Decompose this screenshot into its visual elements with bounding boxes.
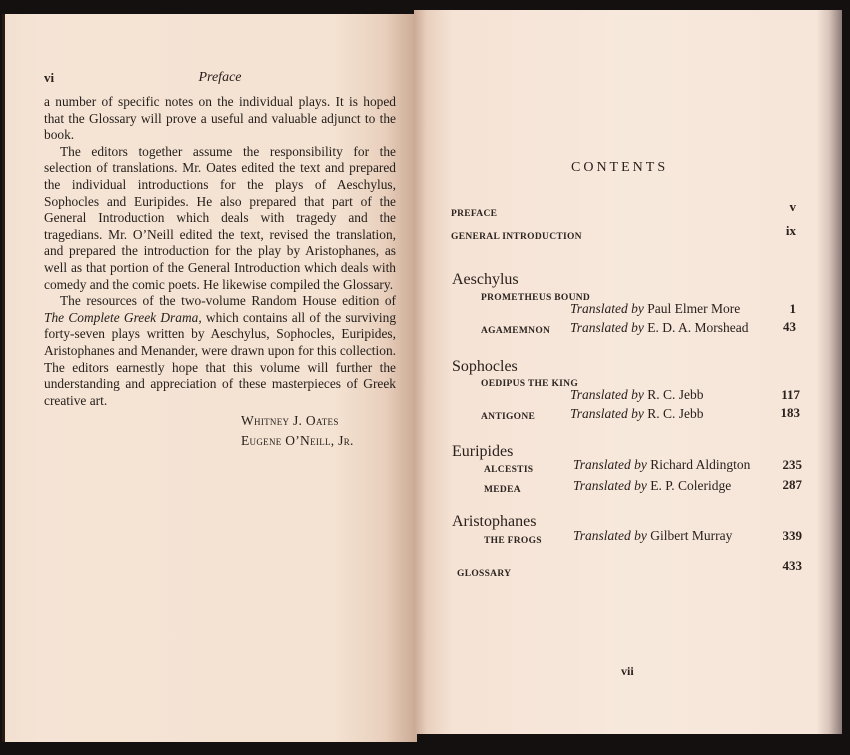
running-title: Preface	[198, 70, 242, 85]
translated-by: Translated by	[573, 528, 647, 543]
play-title[interactable]: OEDIPUS THE KING	[481, 379, 579, 389]
play-title[interactable]: MEDEA	[484, 485, 521, 495]
translator: R. C. Jebb	[647, 406, 704, 421]
signature-oates: Whitney J. Oates	[241, 413, 339, 428]
translator-line	[573, 528, 732, 544]
translator-line	[570, 301, 740, 317]
play-page: 1	[789, 301, 796, 316]
play-page: 287	[782, 477, 802, 492]
play-title[interactable]: PROMETHEUS BOUND	[481, 293, 591, 303]
author-sophocles: Sophocles	[452, 358, 518, 375]
toc-preface-label[interactable]: PREFACE	[451, 209, 498, 219]
play-page: 117	[781, 387, 800, 402]
translated-by: Translated by	[573, 478, 647, 493]
translator: Paul Elmer More	[647, 301, 741, 316]
translator-line	[570, 406, 704, 422]
running-head	[44, 70, 396, 88]
translator-line	[570, 387, 704, 403]
play-title[interactable]: AGAMEMNON	[481, 326, 551, 336]
toc-general-intro-label[interactable]: GENERAL INTRODUCTION	[451, 232, 582, 242]
author-aeschylus: Aeschylus	[452, 271, 519, 288]
toc-preface-page: v	[789, 199, 796, 214]
text-run: The resources of the two-volume Random House edition of	[60, 293, 396, 309]
translated-by: Translated by	[570, 320, 644, 335]
play-title[interactable]: ANTIGONE	[481, 412, 536, 422]
toc-glossary-label[interactable]: GLOSSARY	[457, 569, 512, 579]
author-aristophanes: Aristophanes	[452, 513, 537, 530]
author-euripides: Euripides	[452, 443, 514, 460]
play-page: 235	[782, 457, 802, 472]
preface-paragraph: The editors together assume the responsibility for the selection of translations. Mr. Oates edited the text and prepared the individual introductions for the plays of Aeschylus, Sophocles and Euripides. He also prepared that part of the General Introduction which deals with tragedy and the tragedians. Mr. O’Neill edited the text, revised the translation, and prepared the introduction for the play by Aristophanes, as well as that portion of the General Introduction which deals with comedy and the comic poets. He likewise compiled the Glossary.	[44, 143, 396, 292]
contents-heading: CONTENTS	[571, 160, 669, 175]
translator: E. P. Coleridge	[650, 478, 732, 493]
translator-line	[573, 478, 731, 494]
text-run: which contains all of the surviving forty-seven plays written by Aeschylus, Sophocles, Euripides, Aristophanes and Menander, were drawn upon for this collection. The editors earnestly hope that this volume will further the understanding and appreciation of these masterpieces of Greek creative art.	[44, 309, 397, 408]
translator-line	[570, 320, 749, 336]
right-folio: vii	[621, 664, 634, 678]
preface-body	[44, 94, 396, 409]
translator-line	[573, 457, 750, 473]
translated-by: Translated by	[570, 406, 644, 421]
play-page: 339	[782, 528, 802, 543]
play-title[interactable]: THE FROGS	[484, 536, 542, 546]
play-page: 43	[783, 319, 796, 334]
toc-general-intro-page: ix	[785, 223, 796, 238]
translated-by: Translated by	[573, 457, 647, 472]
toc-glossary-page: 433	[782, 558, 802, 573]
book-title: The Complete Greek Drama,	[44, 309, 202, 325]
preface-paragraph: a number of specific notes on the individual plays. It is hoped that the Glossary will prove a useful and valuable adjunct to the book.	[44, 94, 396, 143]
signature-oneill: Eugene O’Neill, Jr.	[241, 433, 354, 448]
translator: Gilbert Murray	[650, 528, 733, 543]
translated-by: Translated by	[570, 387, 644, 402]
translated-by: Translated by	[570, 301, 644, 316]
play-title[interactable]: ALCESTIS	[484, 465, 534, 475]
preface-paragraph	[44, 293, 396, 409]
play-page: 183	[780, 405, 800, 420]
translator: Richard Aldington	[650, 457, 751, 472]
translator: R. C. Jebb	[647, 387, 704, 402]
left-folio: vi	[44, 70, 55, 85]
translator: E. D. A. Morshead	[647, 320, 749, 335]
